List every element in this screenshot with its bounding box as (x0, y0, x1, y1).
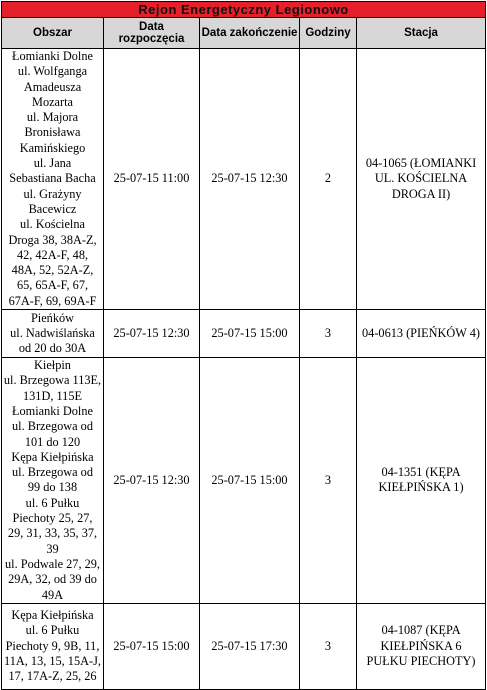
station-cell: 04-1351 (KĘPA KIEŁPIŃSKA 1) (357, 358, 486, 604)
station-cell: 04-0613 (PIEŃKÓW 4) (357, 310, 486, 358)
station-cell: 04-1065 (ŁOMIANKI UL. KOŚCIELNA DROGA II) (357, 49, 486, 310)
start-date-cell: 25-07-15 12:30 (104, 358, 200, 604)
header-row (2, 18, 486, 49)
area-cell: Łomianki Dolne ul. Wolfganga Amadeusza Mozarta ul. Majora Bronisława Kamińskiego ul. Jana Sebastiana Bacha ul. Grażyny Bacewicz ul. Kościelna Droga 38, 38A-Z, 42, 42A-F, 48, 48A, 52, 52A-Z, 65, 65A-F, 67, 67A-F, 69, 69A-F (2, 49, 104, 310)
start-date-cell: 25-07-15 11:00 (104, 49, 200, 310)
column-header-obszar: Obszar (2, 18, 104, 49)
title-row (2, 2, 486, 18)
area-cell: Kiełpin ul. Brzegowa 113E, 131D, 115E Łomianki Dolne ul. Brzegowa od 101 do 120 Kępa Kiełpińska ul. Brzegowa od 99 do 138 ul. 6 Pułku Piechoty 25, 27, 29, 31, 33, 35, 37, 39 ul. Podwale 27, 29, 29A, 32, od 39 do 49A (2, 358, 104, 604)
end-date-cell: 25-07-15 12:30 (200, 49, 300, 310)
hours-cell: 3 (300, 310, 357, 358)
table-title: Rejon Energetyczny Legionowo (2, 2, 486, 18)
table-row (2, 603, 486, 689)
table-row (2, 310, 486, 358)
column-header-start: Data rozpoczęcia (104, 18, 200, 49)
column-header-hours: Godziny (300, 18, 357, 49)
end-date-cell: 25-07-15 17:30 (200, 603, 300, 689)
end-date-cell: 25-07-15 15:00 (200, 310, 300, 358)
outage-table (1, 1, 486, 690)
column-header-station: Stacja (357, 18, 486, 49)
area-cell: Pieńków ul. Nadwiślańska od 20 do 30A (2, 310, 104, 358)
hours-cell: 3 (300, 603, 357, 689)
column-header-end: Data zakończenie (200, 18, 300, 49)
hours-cell: 2 (300, 49, 357, 310)
area-cell: Kępa Kiełpińska ul. 6 Pułku Piechoty 9, 9B, 11, 11A, 13, 15, 15A-J, 17, 17A-Z, 25, 26 (2, 603, 104, 689)
start-date-cell: 25-07-15 12:30 (104, 310, 200, 358)
station-cell: 04-1087 (KĘPA KIEŁPIŃSKA 6 PUŁKU PIECHOTY) (357, 603, 486, 689)
start-date-cell: 25-07-15 15:00 (104, 603, 200, 689)
table-row (2, 49, 486, 310)
table-row (2, 358, 486, 604)
hours-cell: 3 (300, 358, 357, 604)
end-date-cell: 25-07-15 15:00 (200, 358, 300, 604)
